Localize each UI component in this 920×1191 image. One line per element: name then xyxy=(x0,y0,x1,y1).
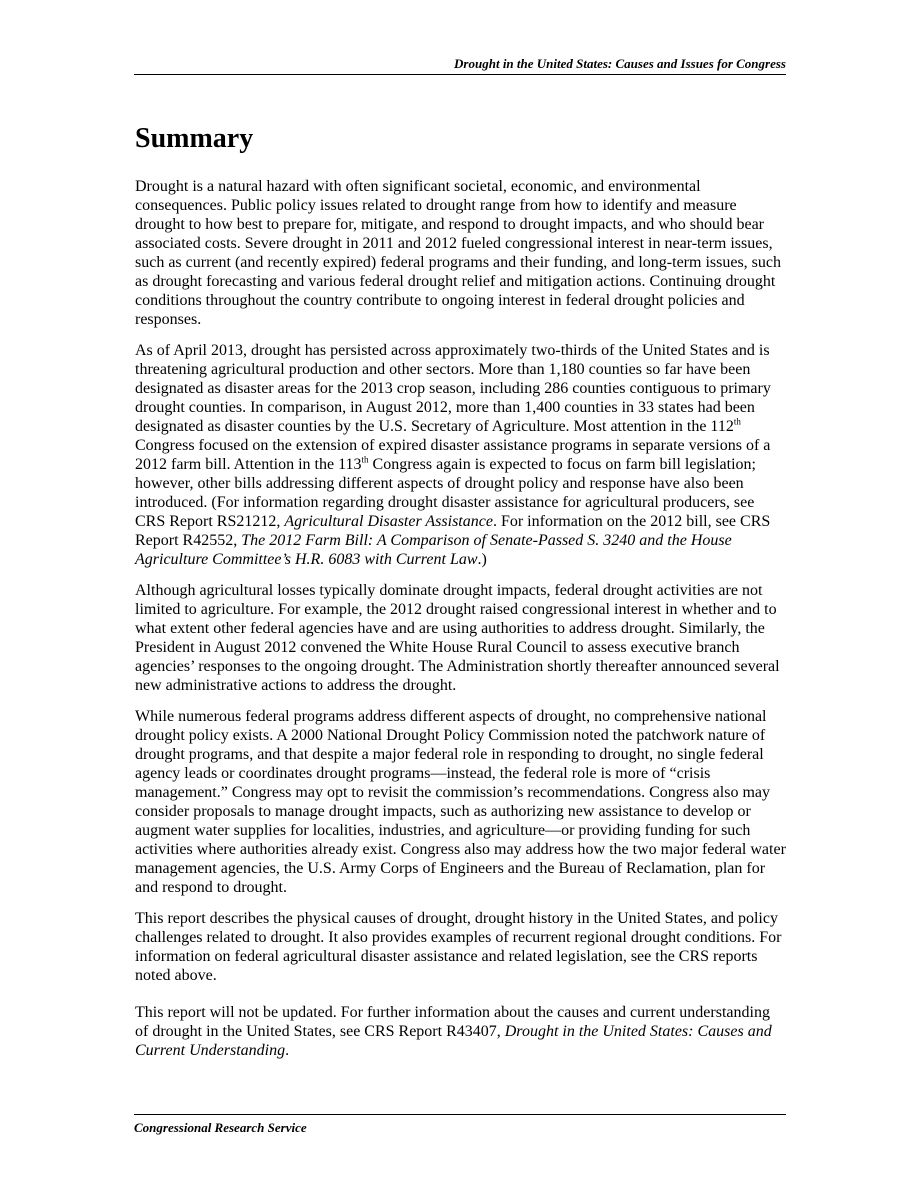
running-header: Drought in the United States: Causes and Issues for Congress xyxy=(454,56,786,71)
paragraph-2: As of April 2013, drought has persisted across approximately two-thirds of the United States and is threatening agricultural production and other sectors. More than 1,180 counties so far have been designated as disaster areas for the 2013 crop season, including 286 counties contiguous to primary drought counties. In comparison, in August 2012, more than 1,400 counties in 33 states had been designated as disaster counties by the U.S. Secretary of Agriculture. Most attention in the 112th Congress focused on the extension of expired disaster assistance programs in separate versions of a 2012 farm bill. Attention in the 113th Congress again is expected to focus on farm bill legislation; however, other bills addressing different aspects of drought policy and response have also been introduced. (For information regarding drought disaster assistance for agricultural producers, see CRS Report RS21212, Agricultural Disaster Assistance. For information on the 2012 bill, see CRS Report R42552, The 2012 Farm Bill: A Comparison of Senate-Passed S. 3240 and the House Agriculture Committee’s H.R. 6083 with Current Law.) xyxy=(135,342,771,568)
page-title: Summary xyxy=(135,123,254,154)
paragraph-1: Drought is a natural hazard with often significant societal, economic, and environmental consequences. Public policy issues related to drought range from how to identify and measure drought to how best to prepare for, mitigate, and respond to drought impacts, and who should bear associated costs. Severe drought in 2011 and 2012 fueled congressional interest in near-term issues, such as current (and recently expired) federal programs and their funding, and long-term issues, such as drought forecasting and various federal drought relief and mitigation actions. Continuing drought conditions throughout the country contribute to ongoing interest in federal drought policies and responses. xyxy=(135,178,781,328)
footer-rule xyxy=(134,1114,786,1115)
paragraph-4: While numerous federal programs address different aspects of drought, no comprehensive national drought policy exists. A 2000 National Drought Policy Commission noted the patchwork nature of drought programs, and that despite a major federal role in responding to drought, no single federal agency leads or coordinates drought programs—instead, the federal role is more of “crisis management.” Congress may opt to revisit the commission’s recommendations. Congress also may consider proposals to manage drought impacts, such as authorizing new assistance to develop or augment water supplies for localities, industries, and agriculture—or providing funding for such activities where authorities already exist. Congress also may address how the two major federal water management agencies, the U.S. Army Corps of Engineers and the Bureau of Reclamation, plan for and respond to drought. xyxy=(135,708,786,896)
paragraph-3: Although agricultural losses typically dominate drought impacts, federal drought activities are not limited to agriculture. For example, the 2012 drought raised congressional interest in whether and to what extent other federal agencies have and are using authorities to address drought. Similarly, the President in August 2012 convened the White House Rural Council to assess executive branch agencies’ responses to the ongoing drought. The Administration shortly thereafter announced several new administrative actions to address the drought. xyxy=(135,582,780,694)
summary-body xyxy=(135,177,787,1072)
paragraph-6: This report will not be updated. For further information about the causes and current understanding of drought in the United States, see CRS Report R43407, Drought in the United States: Causes and Current Understanding. xyxy=(135,1004,772,1059)
header-rule xyxy=(134,74,786,75)
paragraph-5: This report describes the physical causes of drought, drought history in the United States, and policy challenges related to drought. It also provides examples of recurrent regional drought conditions. For information on federal agricultural disaster assistance and related legislation, see the CRS reports noted above. xyxy=(135,910,782,984)
footer-org: Congressional Research Service xyxy=(134,1120,307,1135)
